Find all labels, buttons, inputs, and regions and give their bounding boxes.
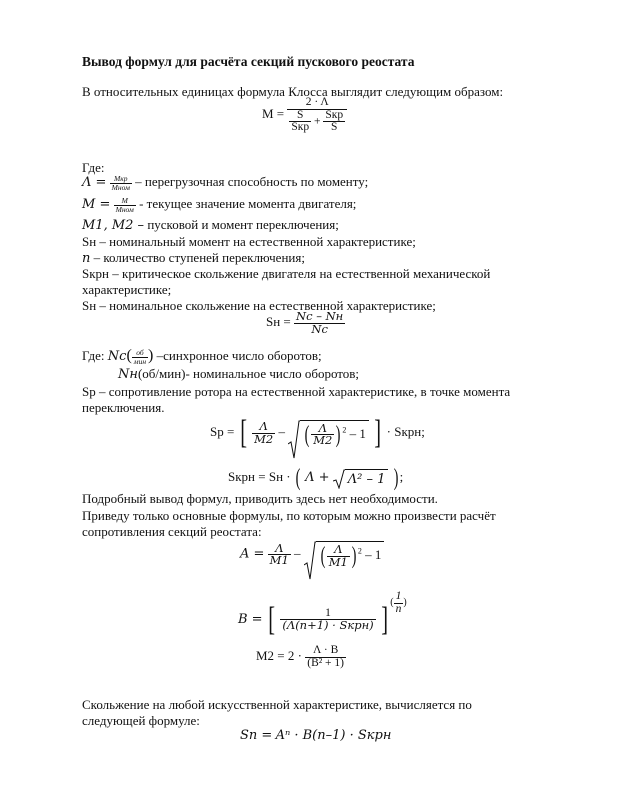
skrn-sqrt [333,469,389,487]
sp-inner-den: M2 [313,433,333,447]
definition-m [82,196,356,213]
b-exp-den: n [395,602,402,615]
a-formula [240,541,384,568]
m2-lhs: M2 = 2 · [256,647,302,663]
kloss-term2-den: S [331,121,338,133]
text-paragraph-1: Подробный вывод формул, приводить здесь нет необходимости. [82,491,438,506]
m2-den: (B² + 1) [307,656,344,669]
m-description: - текущее значение момента двигателя; [139,196,357,211]
definition-m1-m2 [82,217,339,233]
skrn-lhs: Sкрн = Sн · [228,468,291,484]
nc-unit-num: об [132,349,148,358]
lambda-description: – перегрузочная способность по моменту; [135,174,369,189]
a-lhs: A = [240,546,265,562]
definition-skr-line2: характеристике; [82,282,172,297]
nc-description: –синхронное число оборотов; [156,348,322,363]
m2-num: Λ · B [305,645,346,658]
definition-sp-line1: Sр – сопротивление ротора на естественной характеристике, в точке момента [82,384,511,399]
b-den: (Λ(n+1) · Sкрн) [282,618,374,633]
definition-nn [118,366,359,382]
m2-formula [256,645,346,669]
definition-sp-line2: переключения. [82,400,165,415]
m-symbol: M = [82,197,111,212]
sp-minus-one: – 1 [349,425,366,441]
skrn-end: ; [399,468,404,484]
kloss-formula [262,97,347,134]
m1-m2-description: пусковой и момент переключения; [147,217,339,232]
b-formula: B = [ $\frac{1}{\text{(Λ(n+1) · Sкрн)}}$ ] $^{( \frac{1}{n} )}$ [238,590,407,638]
b-num: 1 [280,608,375,621]
sn-final-rhs: Aⁿ · B(n–1) · Sкрн [275,728,392,743]
kloss-denominator [287,110,347,134]
definition-skr-line1: Sкрн – критическое скольжение двигателя на естественной механической [82,266,491,281]
skrn-lambda: Λ + [305,469,330,485]
text-paragraph-4: Скольжение на любой искусственной характеристике, вычисляется по [82,697,472,712]
skrn-radicand: Λ² – 1 [345,469,389,487]
definition-n [82,250,305,266]
sn-final-formula [240,727,391,743]
sn-den: Nc [311,321,328,336]
b-lhs: B = [238,611,263,627]
definition-sn-slip: Sн – номинальное скольжение на естественной характеристике; [82,298,436,313]
sp-formula: Sр = [ $\frac{\Lambda}{M2}$ – ( $\frac{\Lambda}{M2}$ ) $^2$ – 1 ] · Sкрн; [210,416,425,450]
nn-symbol: Nн [118,367,138,382]
sp-tail: · Sкрн; [386,423,425,439]
kloss-fraction [287,97,347,134]
a-exponent: 2 [357,546,362,556]
sp-frac-num: Λ [252,421,275,434]
definition-sn-moment: Sн – номинальный момент на естественной характеристике; [82,234,416,249]
a-inner-num: Λ [327,544,350,557]
sn-final-lhs: Sn = [240,728,273,743]
a-frac-den: M1 [269,553,289,567]
a-minus: – [294,545,301,561]
m-def-num: M [114,197,136,206]
sp-minus: – [278,423,285,439]
a-inner-den: M1 [328,554,348,569]
text-paragraph-5: следующей формуле: [82,713,200,728]
kloss-plus: + [314,115,321,128]
m1-m2-symbol: M1, M2 – [82,218,145,233]
where-nc-label: Где: [82,348,105,363]
kloss-term1-den: Sкр [291,121,310,133]
sqrt-sign-icon [304,541,316,581]
nc-unit-den: мин [133,356,147,366]
b-exp-num: 1 [395,590,402,602]
sp-inner-num: Λ [311,423,334,436]
sp-sqrt: ( $\frac{\Lambda}{M2}$ ) $^2$ – 1 [288,420,369,447]
document-title: Вывод формул для расчёта секций пускового реостата [82,54,415,69]
m-def-den: Mном [115,204,134,214]
a-minus-one: – 1 [365,546,382,562]
where-nc-line: Где: Nc( $\frac{об}{\text{мин}}$ ) –синхронное число оборотов; [82,347,322,366]
lambda-symbol: Λ = [82,175,107,190]
n-description: – количество ступеней переключения; [93,250,305,265]
sn-formula [266,311,345,335]
a-sqrt: ( $\frac{\Lambda}{M1}$ ) $^2$ – 1 [304,541,385,568]
definition-lambda [82,174,368,191]
text-paragraph-3: сопротивления секций реостата: [82,524,262,539]
sn-num: Nc – Nн [296,309,344,323]
kloss-lhs: M = [262,106,285,122]
text-paragraph-2: Приведу только основные формулы, по которым можно произвести расчёт [82,508,496,523]
lambda-def-den: Mном [111,182,130,192]
sqrt-sign-icon [333,469,345,489]
skrn-formula: Sкрн = Sн · ( Λ + Λ² – 1 ) ; [228,465,404,491]
nn-description: (об/мин)- номинальное число оборотов; [137,366,360,381]
intro-paragraph: В относительных единицах формула Клосса выглядит следующим образом: [82,84,504,99]
sn-lhs: Sн = [266,313,291,329]
kloss-term2-num: Sкр [325,108,344,121]
sqrt-sign-icon [288,420,300,460]
a-frac-num: Λ [268,543,291,556]
nc-symbol: Nc [107,349,127,364]
sp-lhs: Sр = [210,423,235,439]
lambda-def-num: Mкр [110,175,132,184]
n-symbol: n [82,251,91,266]
kloss-numerator: 2 · Λ [287,97,347,110]
sp-frac-den: M2 [254,431,274,446]
kloss-term1-num: S [289,110,311,123]
where-label: Где: [82,160,105,175]
sp-exponent: 2 [342,425,347,435]
